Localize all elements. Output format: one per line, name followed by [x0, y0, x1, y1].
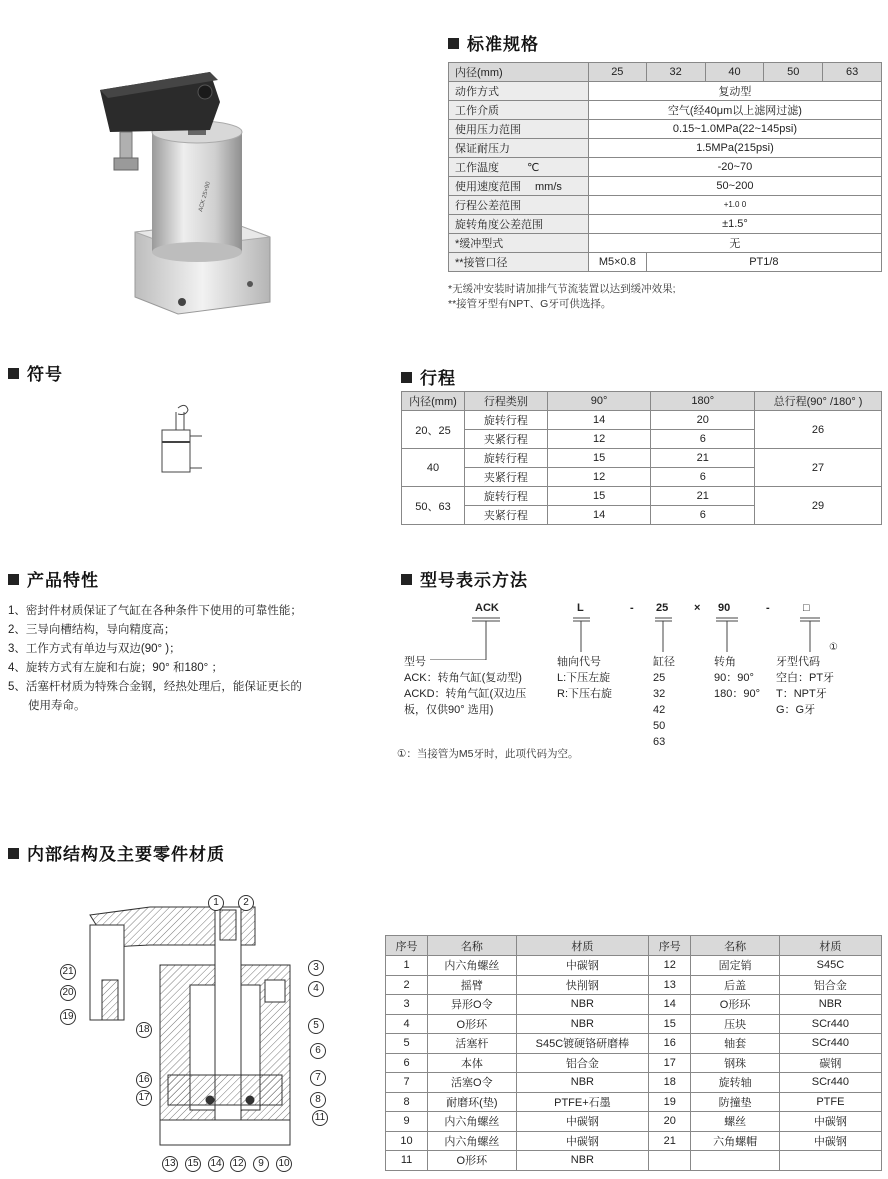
stroke-type: 夹紧行程: [464, 506, 547, 525]
stroke-value: 21: [651, 487, 755, 506]
materials-row: 7 活塞O令 NBR 18 旋转轴 SCr440: [386, 1073, 882, 1093]
stroke-total: 27: [755, 449, 882, 487]
callout: 17: [136, 1090, 152, 1106]
spec-value: 无: [588, 234, 881, 253]
stroke-type: 旋转行程: [464, 449, 547, 468]
stroke-header-cell: 180°: [651, 392, 755, 411]
stroke-table: [401, 391, 882, 525]
spec-note: **接管牙型有NPT、G牙可供选择。: [448, 298, 612, 310]
callout: 4: [308, 981, 324, 997]
spec-value: 0.15~1.0MPa(22~145psi): [588, 120, 881, 139]
spec-row: [449, 101, 882, 120]
spec-row: [449, 215, 882, 234]
stroke-type: 夹紧行程: [464, 430, 547, 449]
stroke-row: [402, 449, 882, 468]
feature-item: 2、三导向槽结构，导向精度高；: [8, 624, 176, 636]
stroke-row: [402, 487, 882, 506]
stroke-value: 12: [547, 468, 651, 487]
stroke-header-cell: 内径(mm): [402, 392, 465, 411]
stroke-bore: 20、25: [402, 411, 465, 449]
spec-value: -20~70: [588, 158, 881, 177]
spec-label: **接管口径: [449, 253, 589, 272]
stroke-value: 21: [651, 449, 755, 468]
materials-header-cell: 材质: [516, 936, 649, 956]
spec-value: 复动型: [588, 82, 881, 101]
stroke-header-row: [402, 392, 882, 411]
cylinder-symbol: [150, 402, 210, 482]
callout: 14: [208, 1156, 224, 1172]
stroke-section-title: 行程: [401, 364, 456, 389]
materials-header-row: [386, 936, 882, 956]
spec-row: [449, 253, 882, 272]
structure-section-title: 内部结构及主要零件材质: [8, 840, 225, 865]
spec-unit: mm/s: [535, 181, 562, 193]
materials-row: 11 O形环 NBR: [386, 1151, 882, 1171]
stroke-value: 14: [547, 411, 651, 430]
spec-label: 工作介质: [449, 101, 589, 120]
spec-table: [448, 62, 882, 272]
model-code-part: □: [803, 602, 810, 614]
spec-value: PT1/8: [646, 253, 881, 272]
spec-row: [449, 196, 882, 215]
callout: 11: [312, 1110, 328, 1126]
spec-label: 使用压力范围: [449, 120, 589, 139]
model-note: ①：当接管为M5牙时，此项代码为空。: [397, 748, 579, 760]
features-list: [8, 602, 368, 716]
internal-structure-drawing: [50, 885, 340, 1175]
feature-item: 3、工作方式有单边与双边(90° )；: [8, 643, 181, 655]
model-code-part: ×: [694, 602, 701, 614]
spec-header-cell: 25: [588, 63, 646, 82]
spec-row: [449, 158, 882, 177]
spec-label: 动作方式: [449, 82, 589, 101]
spec-value-first: M5×0.8: [588, 253, 646, 272]
spec-header-cell: 50: [764, 63, 823, 82]
stroke-header-cell: 90°: [547, 392, 651, 411]
callout: 12: [230, 1156, 246, 1172]
model-code-part: -: [766, 602, 770, 614]
callout: 16: [136, 1072, 152, 1088]
stroke-value: 15: [547, 449, 651, 468]
callout: 10: [276, 1156, 292, 1172]
stroke-bore: 50、63: [402, 487, 465, 525]
callout: 2: [238, 895, 254, 911]
model-code-part: L: [577, 602, 584, 614]
spec-row: [449, 177, 882, 196]
spec-label: 保证耐压力: [449, 139, 589, 158]
feature-item: 1、密封件材质保证了气缸在各种条件下使用的可靠性能；: [8, 605, 302, 617]
stroke-value: 20: [651, 411, 755, 430]
symbol-section-title: 符号: [8, 360, 63, 385]
model-section-title: 型号表示方法: [401, 566, 528, 591]
spec-value: +1.0 0: [588, 196, 881, 215]
materials-header-cell: 序号: [386, 936, 428, 956]
materials-row: 5 活塞杆 S45C镀硬铬研磨棒 16 轴套 SCr440: [386, 1034, 882, 1054]
stroke-total: 29: [755, 487, 882, 525]
circle-mark: ①: [829, 642, 838, 653]
spec-row: [449, 120, 882, 139]
spec-row: [449, 82, 882, 101]
callout: 20: [60, 985, 76, 1001]
spec-value: ±1.5°: [588, 215, 881, 234]
callout: 19: [60, 1009, 76, 1025]
spec-unit: ℃: [527, 162, 540, 174]
callout: 5: [308, 1018, 324, 1034]
spec-header-row: [449, 63, 882, 82]
model-code-part: -: [630, 602, 634, 614]
callout: 21: [60, 964, 76, 980]
stroke-type: 旋转行程: [464, 487, 547, 506]
stroke-value: 6: [651, 506, 755, 525]
stroke-row: [402, 411, 882, 430]
callout: 8: [310, 1092, 326, 1108]
callout: 6: [310, 1043, 326, 1059]
feature-item: 4、旋转方式有左旋和右旋；90° 和180° ；: [8, 662, 223, 674]
stroke-value: 6: [651, 430, 755, 449]
materials-header-cell: 材质: [779, 936, 881, 956]
materials-row: 2 摇臂 快削钢 13 后盖 铝合金: [386, 975, 882, 995]
materials-row: 10 内六角螺丝 中碳钢 21 六角螺帽 中碳钢: [386, 1131, 882, 1151]
stroke-value: 15: [547, 487, 651, 506]
materials-row: 3 异形O令 NBR 14 O形环 NBR: [386, 995, 882, 1015]
materials-row: 4 O形环 NBR 15 压块 SCr440: [386, 1014, 882, 1034]
spec-label: *缓冲型式: [449, 234, 589, 253]
spec-header-cell: 63: [823, 63, 882, 82]
stroke-value: 6: [651, 468, 755, 487]
model-group-bore: 缸径 25 32 42 50 63: [653, 656, 675, 748]
model-code-part: 25: [656, 602, 669, 614]
callout: 7: [310, 1070, 326, 1086]
materials-row: 9 内六角螺丝 中碳钢 20 螺丝 中碳钢: [386, 1112, 882, 1132]
spec-label: 旋转角度公差范围: [449, 215, 589, 234]
spec-label-with-unit: 使用速度范围 mm/s: [449, 177, 589, 196]
callout: 3: [308, 960, 324, 976]
feature-item: 5、活塞杆材质为特殊合金钢，经热处理后，能保证更长的: [8, 681, 302, 693]
stroke-total: 26: [755, 411, 882, 449]
model-code-part: 90: [718, 602, 731, 614]
spec-row: [449, 139, 882, 158]
materials-row: 8 耐磨环(垫) PTFE+石墨 19 防撞垫 PTFE: [386, 1092, 882, 1112]
stroke-value: 14: [547, 506, 651, 525]
model-group-angle: 转角 90：90° 180：90°: [714, 656, 760, 700]
stroke-type: 旋转行程: [464, 411, 547, 430]
spec-value: 1.5MPa(215psi): [588, 139, 881, 158]
spec-label-with-unit: 工作温度 ℃: [449, 158, 589, 177]
feature-item: 使用寿命。: [28, 700, 86, 712]
materials-header-cell: 序号: [649, 936, 691, 956]
materials-header-cell: 名称: [691, 936, 779, 956]
stroke-header-cell: 总行程(90° /180° ): [755, 392, 882, 411]
product-image: [90, 62, 290, 317]
stroke-type: 夹紧行程: [464, 468, 547, 487]
features-section-title: 产品特性: [8, 566, 99, 591]
materials-table: [385, 935, 882, 1171]
spec-label: 行程公差范围: [449, 196, 589, 215]
callout: 15: [185, 1156, 201, 1172]
spec-header-cell: 内径(mm): [449, 63, 589, 82]
spec-value: 50~200: [588, 177, 881, 196]
callout: 18: [136, 1022, 152, 1038]
stroke-header-cell: 行程类别: [464, 392, 547, 411]
materials-row: 1 内六角螺丝 中碳钢 12 固定销 S45C: [386, 956, 882, 976]
model-group-thread: 牙型代码 空白：PT牙 T：NPT牙 G：G牙: [776, 656, 835, 716]
model-code-diagram: [400, 600, 880, 660]
callout: 13: [162, 1156, 178, 1172]
model-group-type: 型号 ACK：转角气缸(复动型) ACKD：转角气缸(双边压 板，仅供90° 选用): [404, 656, 527, 716]
spec-row: [449, 234, 882, 253]
stroke-value: 12: [547, 430, 651, 449]
model-code-part: ACK: [475, 602, 499, 614]
materials-row: 6 本体 铝合金 17 钢珠 碳钢: [386, 1053, 882, 1073]
spec-section-title: 标准规格: [448, 30, 539, 55]
product-label: ACK 25×90: [198, 181, 212, 213]
materials-header-cell: 名称: [428, 936, 516, 956]
callout: 9: [253, 1156, 269, 1172]
spec-value: 空气(经40μm以上滤网过滤): [588, 101, 881, 120]
spec-note: *无缓冲安装时请加排气节流装置以达到缓冲效果;: [448, 283, 676, 295]
spec-header-cell: 32: [646, 63, 705, 82]
stroke-bore: 40: [402, 449, 465, 487]
callout: 1: [208, 895, 224, 911]
spec-header-cell: 40: [705, 63, 764, 82]
model-group-axial: 轴向代号 L:下压左旋 R:下压右旋: [557, 656, 612, 700]
